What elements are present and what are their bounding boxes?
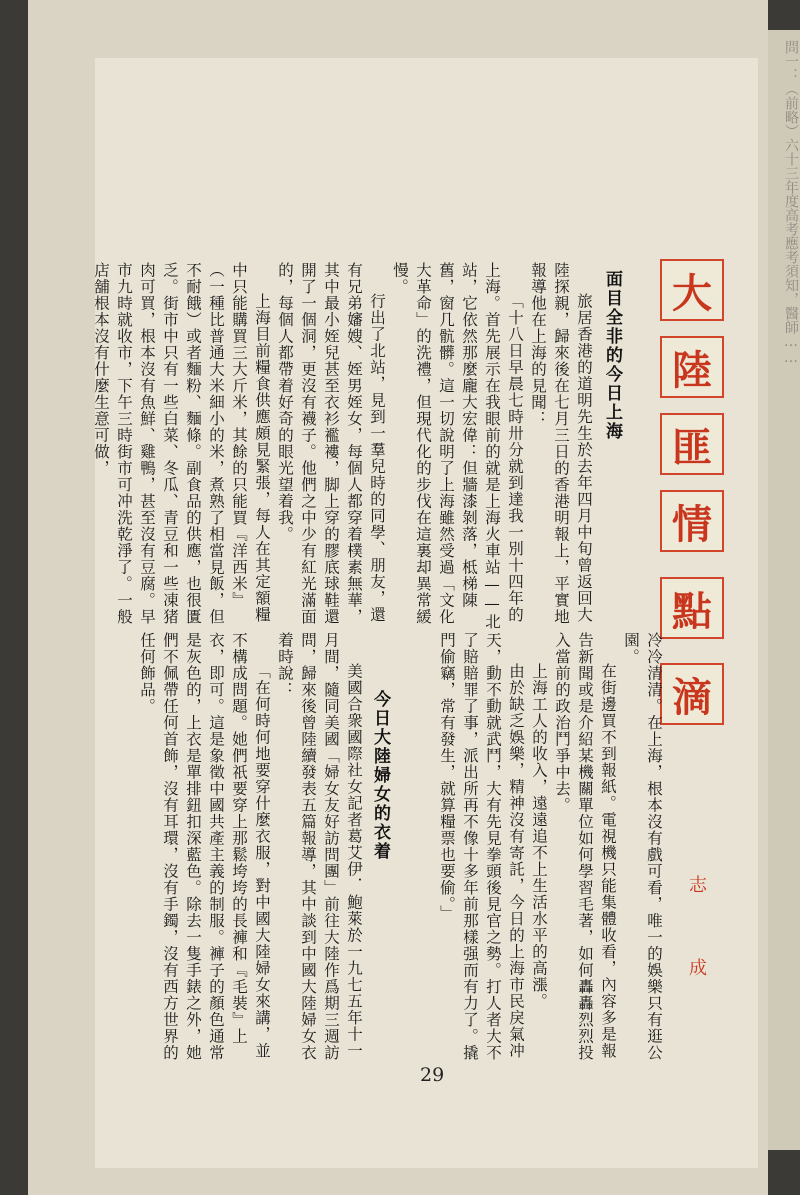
article1-paragraph: 在街邊買不到報紙。電視機只能集體收看，內容多是報告新聞或是介紹某機關單位如何學習毛著，如何轟轟烈烈投入當前的政治鬥爭中去。 <box>553 632 617 1061</box>
article1-lower-block <box>395 632 665 1062</box>
article1-upper-block <box>92 262 595 632</box>
article1-paragraph: 冷冷清清。在上海，根本沒有戲可看，唯一的娛樂只有逛公園。 <box>622 632 663 1061</box>
section-title-char-6: 滴 <box>660 663 724 725</box>
article1-paragraph: 上海工人的收入，遠遠追不上生活水平的高漲。 <box>530 663 548 1010</box>
article2-block <box>138 632 365 1062</box>
section-title-char-1: 大 <box>660 259 724 321</box>
article2-paragraph: 「在何時何地要穿什麼衣服，對中國大陸婦女來講，並不構成問題。她們祇要穿上那鬆垮垮的長褲和『毛裝』上衣，即可。這是象徵中國共產主義的制服。褲子的顏色通常是灰色的，上衣是單排鈕扣深藍色。除去一隻手錶之外，她們不佩帶任何首飾，沒有耳環，沒有手鐲，沒有西方世界的任何飾品。 <box>138 632 271 1061</box>
page-number: 29 <box>420 1064 445 1086</box>
facing-page-text: 問一：（前略）六十三年度高考應考須知，醫師…… <box>783 40 799 366</box>
section-title-char-2: 陸 <box>660 336 724 398</box>
article2-heading: 今日大陸婦女的衣着 <box>370 690 390 861</box>
article1-paragraph: 旅居香港的道明先生於去年四月中旬曾返回大陸探親，歸來後在七月三日的香港明報上，平實地報導他在上海的見聞： <box>529 262 593 625</box>
article1-paragraph: 行出了北站，見到一羣兒時的同學、朋友，還有兄弟嬸嫂、姪男姪女，每個人都穿着樸素無華，其中最小姪兒甚至衣衫襤褸，脚上穿的膠底球鞋還開了一個洞，更沒有襪子。他們之中少有紅光滿面的，每個人都帶着好奇的眼光望着我。 <box>276 262 386 625</box>
article1-paragraph: 上海目前糧食供應頗見緊張，每人在其定額糧中只能購買三大斤米，其餘的只能買『洋西米』（一種比普通大米細小的米，煮熟了相當見飯，但不耐餓）或者麵粉、麵條。副食品的供應，也很匱乏。街市中只有一些白菜、冬瓜、青豆和一些凍猪肉可買，根本沒有魚鮮、雞鴨，甚至沒有豆腐。早市九時就收市，下午三時街市可冲洗乾淨了。一般店舖根本沒有什麼生意可做， <box>92 262 271 625</box>
article1-paragraph: 「十八日早晨七時卅分就到達我一別十四年的上海。首先展示在我眼前的就是上海火車站——北站，它依然那麼龐大宏偉：但牆漆剝落，柢梯陳舊，窗几骯髒。這一切說明了上海雖然受過「文化大革命」的洗禮，但現代化的步伐在這裏却異常緩慢。 <box>391 262 524 630</box>
article1-paragraph: 由於缺乏娛樂，精神沒有寄託，今日的上海市民戾氣冲天，動不動就武鬥，大有先見拳頭後見官之勢。打人者大不了賠賠罪了事，派出所再不像十多年前那樣强而有力了。撬門偷竊，常有發生，就算糧票也要偷。」 <box>438 632 525 1061</box>
facing-page-edge <box>768 30 800 1150</box>
author-name: 志 成 <box>686 875 707 998</box>
section-title-char-4: 情 <box>660 490 724 552</box>
section-title-char-5: 點 <box>660 577 724 639</box>
section-title-char-3: 匪 <box>660 413 724 475</box>
article1-heading: 面目全非的今日上海 <box>602 270 622 441</box>
article2-paragraph: 美國合衆國際社女記者葛艾伊．鮑萊於一九七五年十一月間，隨同美國「婦女友好訪問團」前往大陸作爲期三週訪問，歸來後曾陸續發表五篇報導，其中談到中國大陸婦女衣着時說： <box>276 632 363 1061</box>
